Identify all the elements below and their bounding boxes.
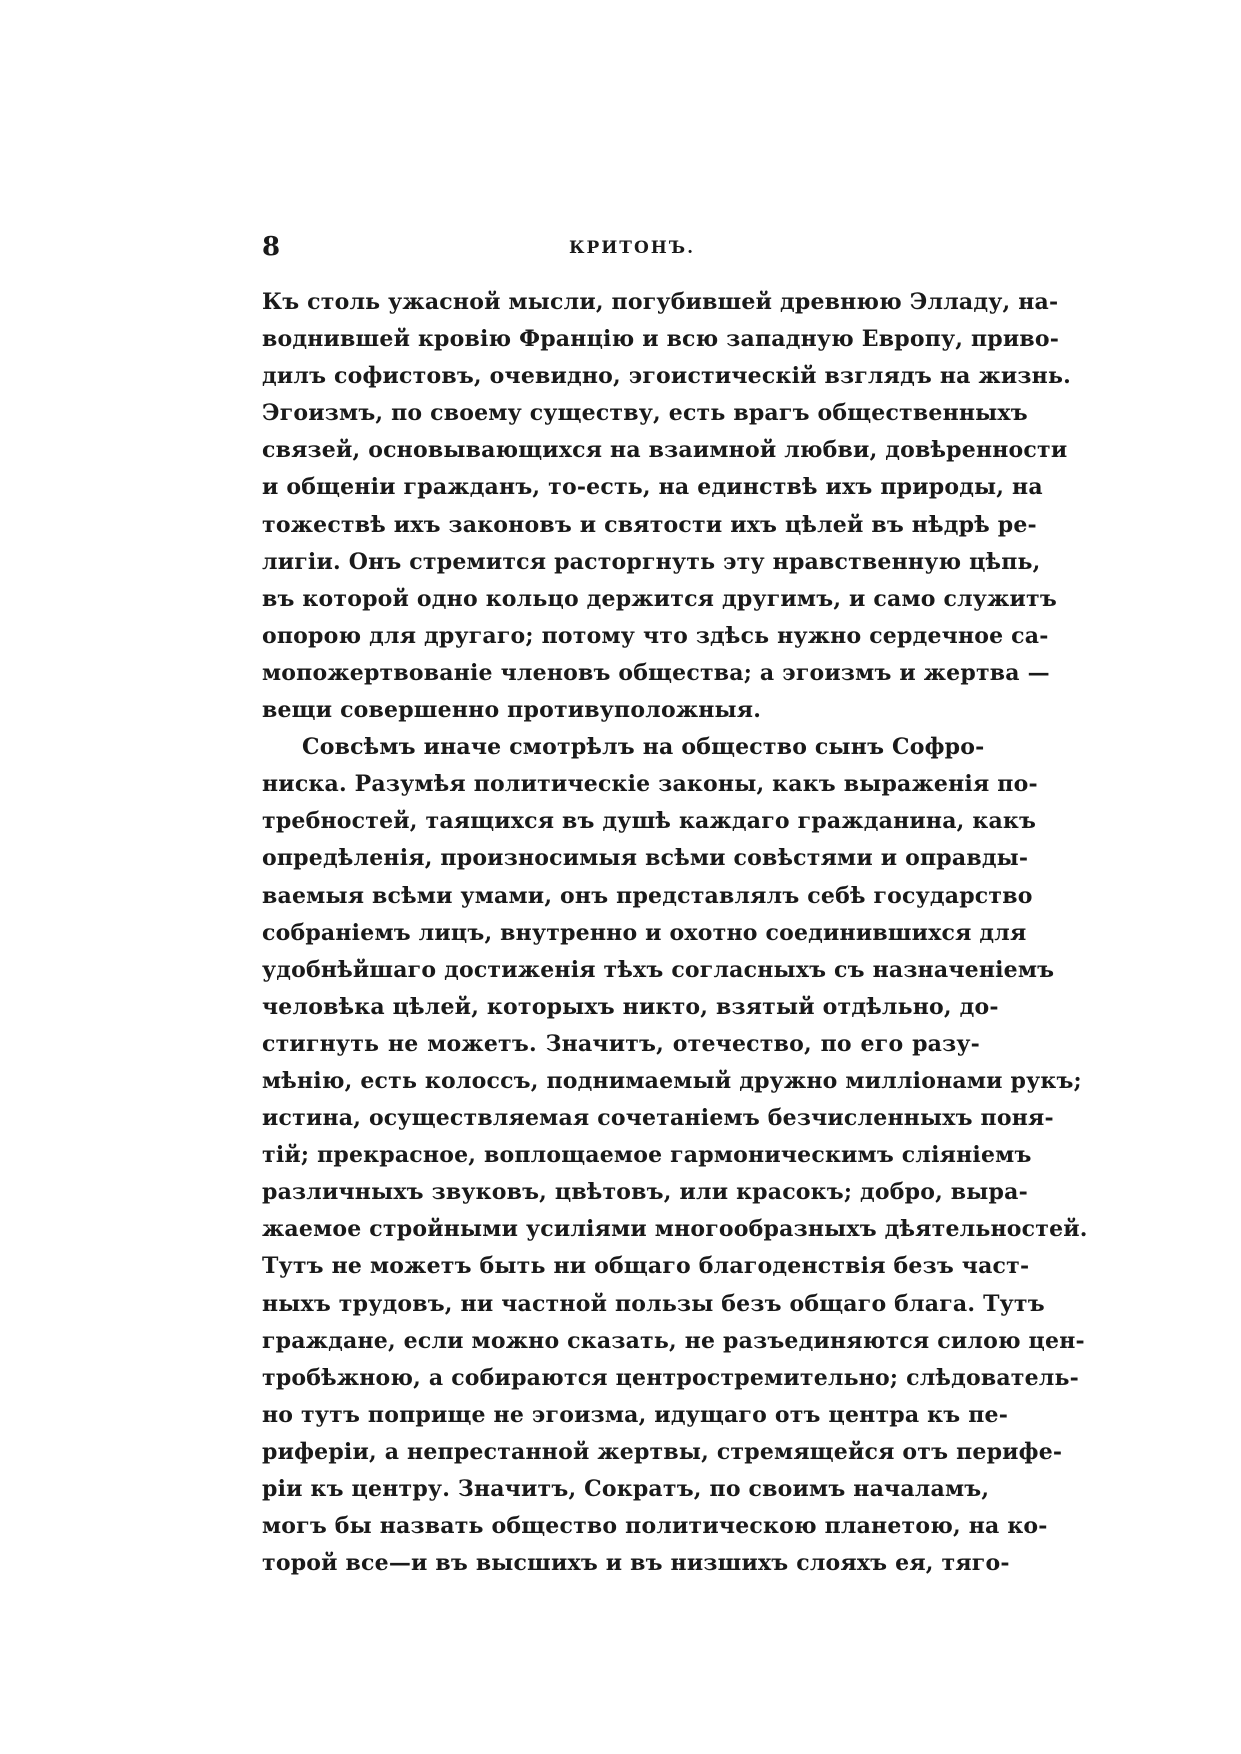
text-line: но тутъ поприще не эгоизма, идущаго отъ центра къ пе- <box>262 1401 1009 1428</box>
running-title: КРИТОНЪ. <box>568 238 695 258</box>
text-line: мопожертвованіе членовъ общества; а эгоизмъ и жертва — <box>262 659 1050 686</box>
text-line: удобнѣйшаго достиженія тѣхъ согласныхъ съ назначеніемъ <box>262 956 1055 983</box>
text-line: риферіи, а непрестанной жертвы, стремящейся отъ перифе- <box>262 1438 1063 1465</box>
text-line: ныхъ трудовъ, ни частной пользы безъ общаго блага. Тутъ <box>262 1290 1045 1317</box>
text-line: торой все—и въ высшихъ и въ низшихъ слояхъ ея, тяго- <box>262 1550 1010 1577</box>
text-line: Тутъ не можетъ быть ни общаго благоденствія безъ част- <box>262 1253 1030 1280</box>
running-head <box>262 232 970 272</box>
text-line: истина, осуществляемая сочетаніемъ безчисленныхъ поня- <box>262 1105 1054 1132</box>
text-line: и общеніи гражданъ, то-есть, на единствѣ ихъ природы, на <box>262 474 1043 501</box>
page-number: 8 <box>262 232 281 262</box>
text-line: стигнуть не можетъ. Значитъ, отечество, по его разу- <box>262 1030 980 1057</box>
text-line: тробѣжною, а собираются центростремительно; слѣдователь- <box>262 1364 1079 1391</box>
text-line: требностей, таящихся въ душѣ каждаго гражданина, какъ <box>262 808 1037 835</box>
text-line: дилъ софистовъ, очевидно, эгоистическій взглядъ на жизнь. <box>262 363 1071 390</box>
text-line: въ которой одно кольцо держится другимъ, и само служитъ <box>262 585 1057 612</box>
text-line: граждане, если можно сказать, не разъединяются силою цен- <box>262 1327 1085 1354</box>
text-line: ниска. Разумѣя политическіе законы, какъ выраженія по- <box>262 771 1038 798</box>
text-line: связей, основывающихся на взаимной любви, довѣренности <box>262 437 1068 464</box>
text-line: Къ столь ужасной мысли, погубившей древнюю Элладу, на- <box>262 289 1059 315</box>
text-line: ріи къ центру. Значитъ, Сократъ, по своимъ началамъ, <box>262 1476 990 1502</box>
text-line: лигіи. Онъ стремится расторгнуть эту нравственную цѣпь, <box>262 548 1041 575</box>
text-line: могъ бы назвать общество политическою планетою, на ко- <box>262 1513 1048 1540</box>
paragraph <box>262 729 1088 1582</box>
text-line: различныхъ звуковъ, цвѣтовъ, или красокъ; добро, выра- <box>262 1179 1028 1206</box>
text-line: мѣнію, есть колоссъ, поднимаемый дружно милліонами рукъ; <box>262 1067 1082 1094</box>
text-line: опорою для другаго; потому что здѣсь нужно сердечное са- <box>262 622 1049 649</box>
text-line: жаемое стройными усиліями многообразныхъ дѣятельностей. <box>262 1216 1088 1243</box>
text-line: ваемыя всѣми умами, онъ представлялъ себѣ государство <box>262 882 1033 909</box>
text-line: опредѣленія, произносимыя всѣми совѣстями и оправды- <box>262 845 1029 872</box>
text-line: вещи совершенно противуположныя. <box>262 697 762 724</box>
body-text <box>262 284 1088 1582</box>
text-line: Совсѣмъ иначе смотрѣлъ на общество сынъ Софро- <box>302 734 985 761</box>
text-line: собраніемъ лицъ, внутренно и охотно соединившихся для <box>262 919 1027 946</box>
text-line: воднившей кровію Францію и всю западную Европу, приво- <box>262 326 1060 353</box>
text-line: человѣка цѣлей, которыхъ никто, взятый отдѣльно, до- <box>262 993 999 1020</box>
text-line: Эгоизмъ, по своему существу, есть врагъ общественныхъ <box>262 400 1028 427</box>
text-line: тожествѣ ихъ законовъ и святости ихъ цѣлей въ нѣдрѣ ре- <box>262 511 1037 538</box>
text-line: тій; прекрасное, воплощаемое гармоническимъ сліяніемъ <box>262 1142 1032 1169</box>
paragraph <box>262 284 1071 729</box>
